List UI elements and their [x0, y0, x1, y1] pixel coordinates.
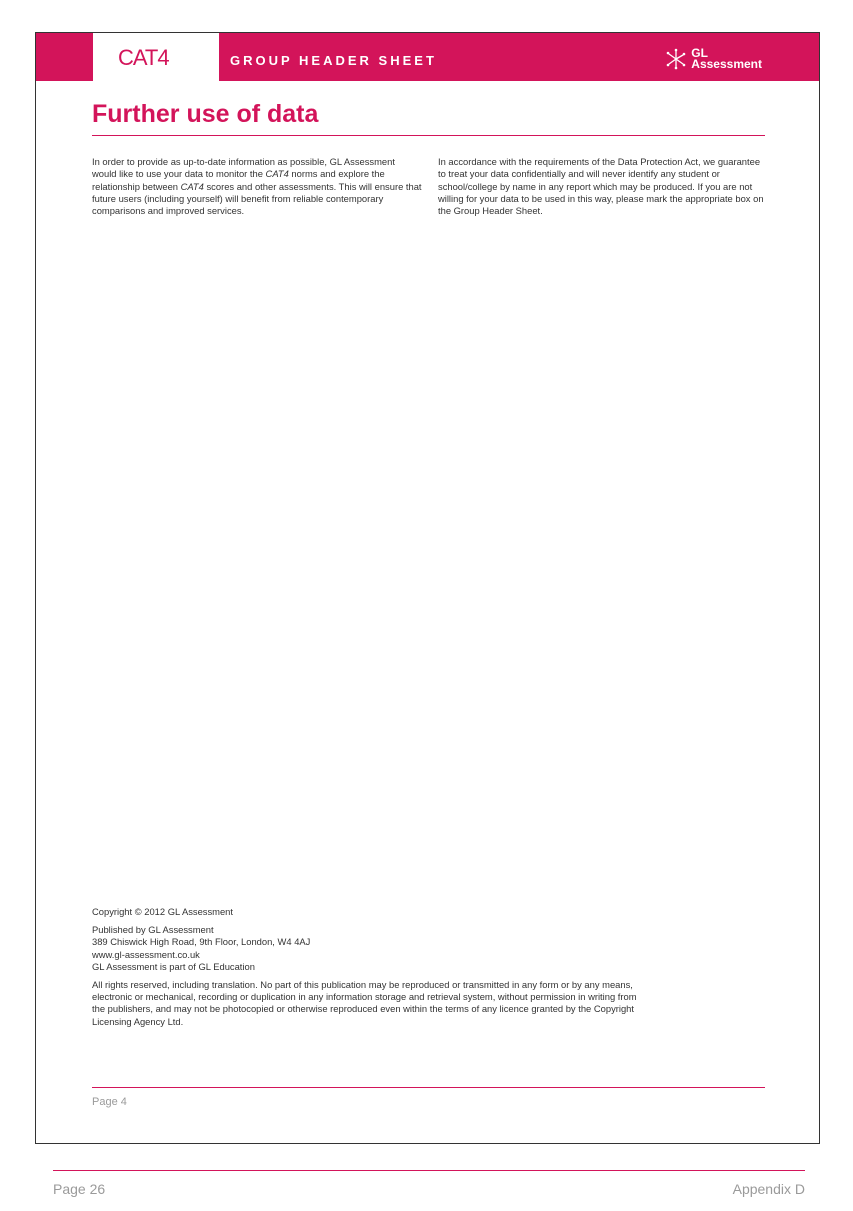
- body-left-paragraph: [92, 156, 422, 217]
- body-left-text-1: In order to provide as up-to-date information as possible, GL Assessment would like to use your data to monitor the: [92, 156, 395, 180]
- body-left-em-2: CAT4: [180, 180, 204, 192]
- body-left-text-3: scores and other assessments. This will ensure that future users (including yourself) will benefit from reliable contemporary comparisons and improved services.: [92, 180, 422, 217]
- publisher-details: [92, 924, 652, 973]
- gl-logo-text: [691, 48, 762, 70]
- body-right-paragraph: In accordance with the requirements of the Data Protection Act, we guarantee to treat your data confidentially and will never identify any student or school/college by name in any report which may be produced. If you are not willing for your data to be used in this way, please mark the appropriate box on the Group Header Sheet.: [438, 156, 764, 217]
- gl-logo-line1: GL: [691, 46, 708, 60]
- header-band: [36, 33, 819, 81]
- title-divider: [92, 135, 765, 136]
- page-title: Further use of data: [92, 100, 319, 128]
- body-left-text-2: norms and explore the relationship between: [92, 168, 385, 192]
- publisher-website: www.gl-assessment.co.uk: [92, 948, 200, 960]
- footer-divider: [92, 1087, 765, 1088]
- copyright-block: [92, 906, 652, 1034]
- publisher-address: 389 Chiswick High Road, 9th Floor, London, W4 4AJ: [92, 936, 311, 948]
- header-title: GROUP HEADER SHEET: [230, 53, 437, 68]
- outer-page-number: Page 26: [53, 1181, 106, 1197]
- outer-section-label: Appendix D: [732, 1181, 805, 1197]
- copyright-notice: Copyright © 2012 GL Assessment: [92, 906, 234, 917]
- cat4-logo: [93, 33, 219, 81]
- cat4-logo-mark: [116, 40, 196, 74]
- outer-footer-divider: [53, 1170, 805, 1171]
- document-sheet: [35, 32, 820, 1144]
- gl-assessment-logo: [666, 46, 762, 72]
- rights-notice: All rights reserved, including translation. No part of this publication may be reproduced or transmitted in any form or by any means, electronic or mechanical, recording or duplication in any information storage and retrieval system, without permission in writing from the publishers, and may not be photocopied or otherwise reproduced even within the terms of any licence granted by the Copyright Licensing Agency Ltd.: [92, 979, 637, 1027]
- inner-page-number: Page 4: [92, 1096, 127, 1108]
- body-left-em-1: CAT4: [265, 168, 289, 180]
- published-by: Published by GL Assessment: [92, 924, 214, 936]
- cat4-logo-text: CAT4: [118, 45, 169, 70]
- gl-logo-line2: Assessment: [691, 57, 762, 71]
- gl-star-icon: [666, 48, 686, 70]
- publisher-parent: GL Assessment is part of GL Education: [92, 960, 255, 972]
